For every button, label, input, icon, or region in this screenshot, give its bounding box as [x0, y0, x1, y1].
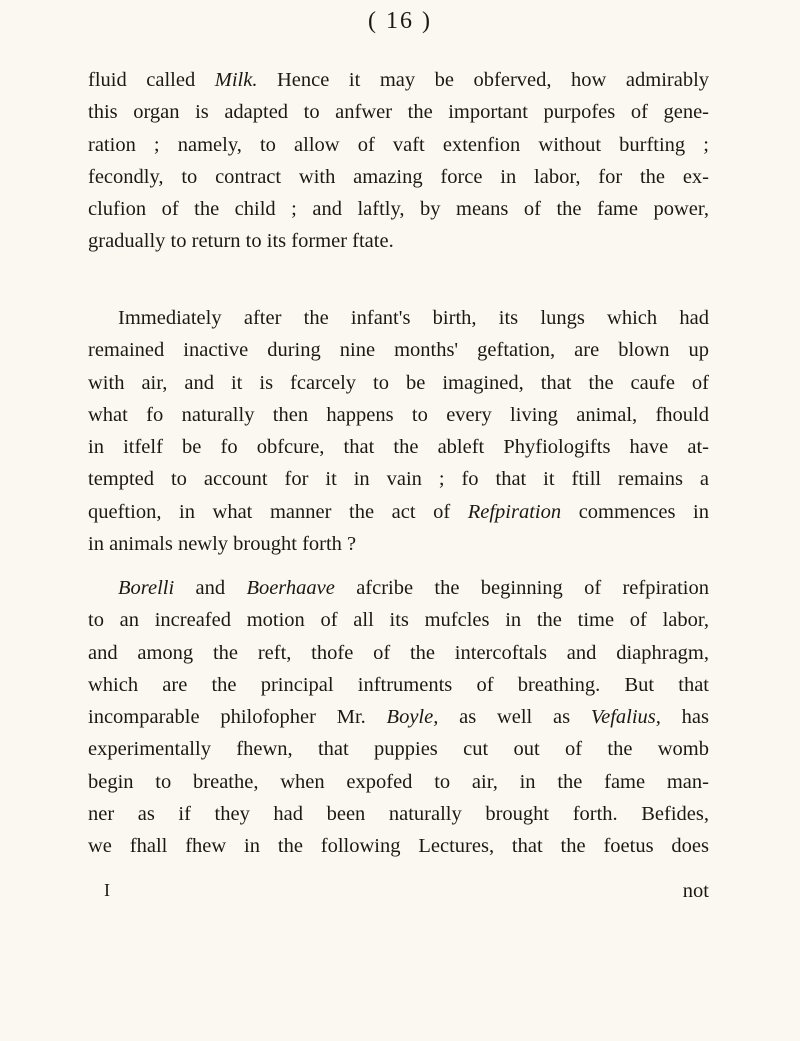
- text-line: fecondly, to contract with amazing force in labor, for the ex-: [88, 165, 709, 188]
- paragraph-2: [88, 302, 709, 560]
- text-line: this organ is adapted to anfwer the important purpofes of gene-: [88, 101, 709, 124]
- text-line: queftion, in what manner the act of Refpiration commences in: [88, 500, 709, 523]
- text-line: ration ; namely, to allow of vaft extenfion without burfting ;: [88, 133, 709, 156]
- text-line: tempted to account for it in vain ; fo that it ftill remains a: [88, 468, 709, 491]
- text-line: in itfelf be fo obfcure, that the ableft Phyfiologifts have at-: [88, 436, 709, 459]
- page-footer: [88, 880, 709, 912]
- text-line: fluid called Milk. Hence it may be obferved, how admirably: [88, 69, 710, 91]
- text-line: experimentally fhewn, that puppies cut out of the womb: [88, 738, 709, 761]
- paragraph-3: [88, 572, 709, 863]
- text-line: incomparable philofopher Mr. Boyle, as well as Vefalius, has: [88, 706, 709, 729]
- text-line: Immediately after the infant's birth, its lungs which had: [118, 307, 709, 329]
- text-line: to an increafed motion of all its mufcles in the time of labor,: [88, 609, 709, 632]
- page-number: ( 16 ): [368, 8, 432, 34]
- text-line: clufion of the child ; and laftly, by means of the fame power,: [88, 198, 709, 221]
- text-line: in animals newly brought forth ?: [88, 533, 357, 556]
- paragraph-1: [88, 64, 709, 258]
- text-line: and among the reft, thofe of the intercoftals and diaphragm,: [88, 641, 709, 664]
- text-line: gradually to return to its former ftate.: [88, 230, 394, 253]
- text-line: with air, and it is fcarcely to be imagined, that the caufe of: [88, 371, 709, 394]
- text-line: Borelli and Boerhaave afcribe the beginning of refpiration: [118, 577, 709, 599]
- text-line: ner as if they had been naturally brought forth. Befides,: [88, 803, 709, 826]
- text-line: remained inactive during nine months' geftation, are blown up: [88, 339, 709, 362]
- text-line: we fhall fhew in the following Lectures, that the foetus does: [88, 835, 709, 858]
- text-line: what fo naturally then happens to every living animal, fhould: [88, 403, 709, 426]
- text-line: begin to breathe, when expofed to air, in the fame man-: [88, 770, 709, 793]
- signature-mark: I: [104, 880, 110, 900]
- catchword: not: [682, 880, 709, 902]
- text-line: which are the principal inftruments of breathing. But that: [88, 673, 709, 696]
